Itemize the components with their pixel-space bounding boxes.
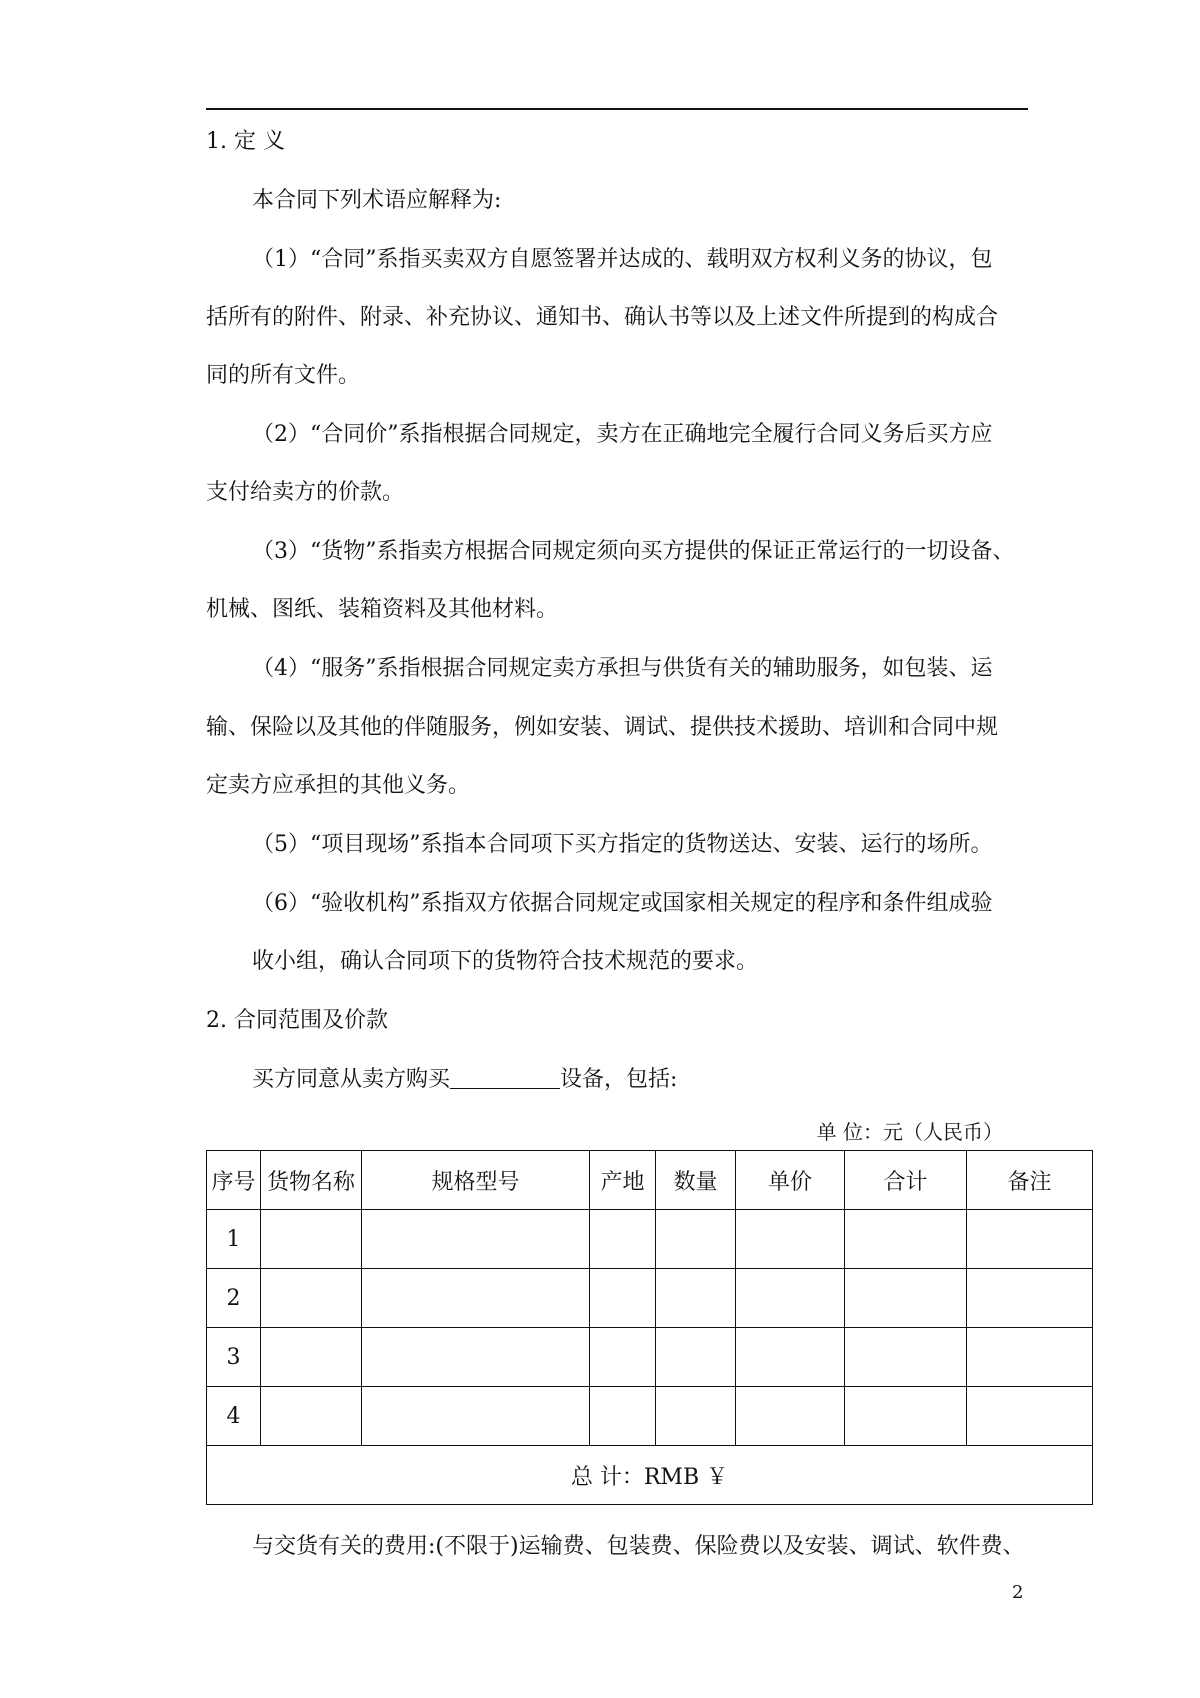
purchase-line <box>252 1064 1028 1095</box>
table-cell <box>261 1269 362 1328</box>
table-cell <box>656 1269 736 1328</box>
table-cell <box>967 1210 1093 1269</box>
col-header: 备注 <box>967 1151 1093 1210</box>
table-cell <box>590 1387 656 1446</box>
definition-line: （2）“合同价”系指根据合同规定，卖方在正确地完全履行合同义务后买方应 <box>252 422 993 447</box>
table-cell <box>590 1269 656 1328</box>
table-cell <box>362 1328 590 1387</box>
definition-line: 同的所有文件。 <box>206 363 361 388</box>
definition-line: 收小组，确认合同项下的货物符合技术规范的要求。 <box>252 949 759 974</box>
goods-table <box>206 1150 1093 1505</box>
table-cell <box>967 1328 1093 1387</box>
table-row <box>207 1328 1093 1387</box>
definition-line: 输、保险以及其他的伴随服务，例如安装、调试、提供技术援助、培训和合同中规 <box>206 715 999 740</box>
equipment-blank <box>450 1064 560 1089</box>
table-cell <box>736 1269 845 1328</box>
col-header: 合计 <box>845 1151 967 1210</box>
header-rule <box>206 108 1028 110</box>
table-total-row <box>207 1446 1093 1505</box>
col-header: 规格型号 <box>362 1151 590 1210</box>
definition-line: （5）“项目现场”系指本合同项下买方指定的货物送达、安装、运行的场所。 <box>252 832 993 857</box>
table-cell <box>261 1387 362 1446</box>
section1-heading: 1. 定 义 <box>206 129 285 154</box>
definition-line: （3）“货物”系指卖方根据合同规定须向买方提供的保证正常运行的一切设备、 <box>252 539 1015 564</box>
definition-line: 括所有的附件、附录、补充协议、通知书、确认书等以及上述文件所提到的构成合 <box>206 305 999 330</box>
definition-line: （1）“合同”系指买卖双方自愿签署并达成的、载明双方权利义务的协议，包 <box>252 247 993 272</box>
col-header: 货物名称 <box>261 1151 362 1210</box>
table-cell <box>967 1269 1093 1328</box>
definition-line: 机械、图纸、装箱资料及其他材料。 <box>206 597 559 622</box>
table-cell <box>261 1328 362 1387</box>
table-cell <box>845 1328 967 1387</box>
unit-note: 单 位：元（人民币） <box>816 1120 1003 1144</box>
table-cell <box>362 1269 590 1328</box>
table-cell <box>656 1387 736 1446</box>
table-cell <box>845 1269 967 1328</box>
table-cell <box>736 1210 845 1269</box>
table-cell <box>590 1328 656 1387</box>
purchase-prefix: 买方同意从卖方购买 <box>252 1067 451 1092</box>
trailing-line: 与交货有关的费用:(不限于)运输费、包装费、保险费以及安装、调试、软件费、 <box>252 1534 1025 1559</box>
table-cell <box>736 1387 845 1446</box>
definition-line: 定卖方应承担的其他义务。 <box>206 773 471 798</box>
table-header-row <box>207 1151 1093 1210</box>
table-cell <box>845 1210 967 1269</box>
purchase-suffix: 设备，包括: <box>560 1067 678 1092</box>
section1-intro: 本合同下列术语应解释为: <box>252 188 502 213</box>
total-label: 总 计：RMB ￥ <box>207 1446 1093 1505</box>
col-header: 序号 <box>207 1151 261 1210</box>
table-cell <box>845 1387 967 1446</box>
page-number: 2 <box>1012 1582 1024 1603</box>
table-cell <box>656 1210 736 1269</box>
table-cell <box>656 1328 736 1387</box>
table-row <box>207 1210 1093 1269</box>
table-cell <box>261 1210 362 1269</box>
table-cell <box>362 1387 590 1446</box>
table-cell <box>736 1328 845 1387</box>
table-row <box>207 1269 1093 1328</box>
row-number: 4 <box>207 1387 261 1446</box>
definition-line: （4）“服务”系指根据合同规定卖方承担与供货有关的辅助服务，如包装、运 <box>252 656 993 681</box>
definition-line: 支付给卖方的价款。 <box>206 480 405 505</box>
table-row <box>207 1387 1093 1446</box>
row-number: 1 <box>207 1210 261 1269</box>
row-number: 2 <box>207 1269 261 1328</box>
row-number: 3 <box>207 1328 261 1387</box>
definition-line: （6）“验收机构”系指双方依据合同规定或国家相关规定的程序和条件组成验 <box>252 891 993 916</box>
table-cell <box>967 1387 1093 1446</box>
col-header: 数量 <box>656 1151 736 1210</box>
col-header: 单价 <box>736 1151 845 1210</box>
section2-heading: 2. 合同范围及价款 <box>206 1008 388 1033</box>
col-header: 产地 <box>590 1151 656 1210</box>
table-cell <box>362 1210 590 1269</box>
table-cell <box>590 1210 656 1269</box>
